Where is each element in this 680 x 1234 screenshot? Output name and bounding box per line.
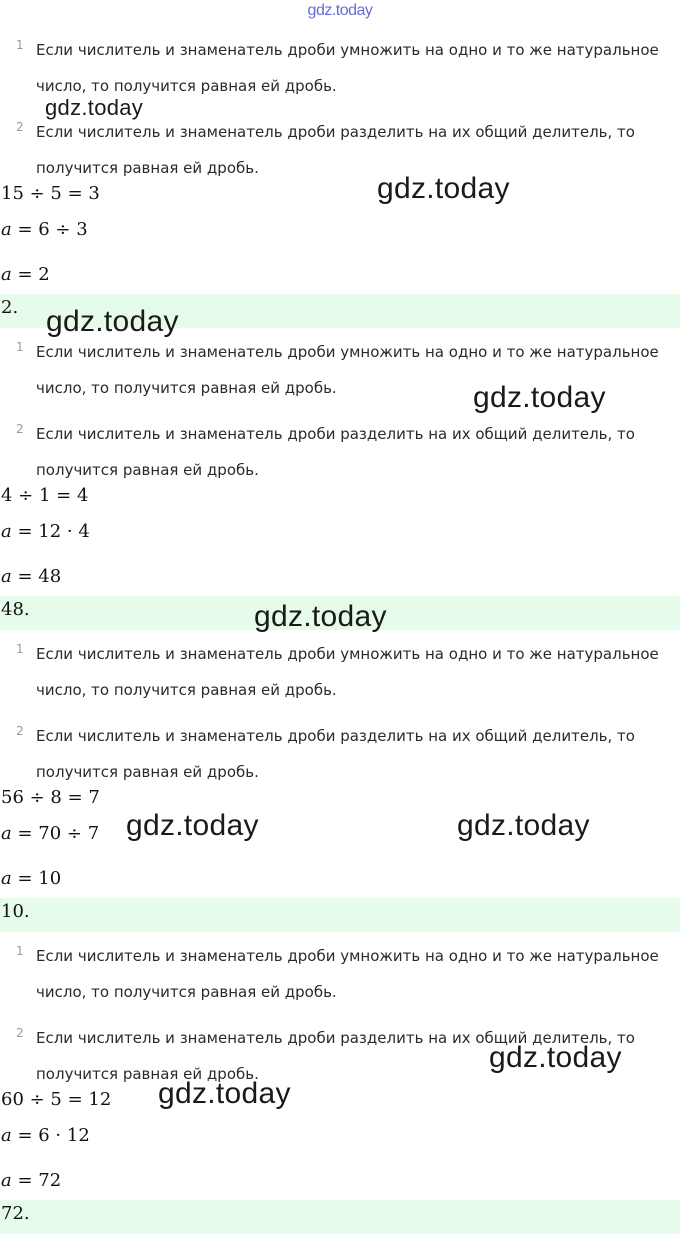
math-line	[1, 823, 99, 844]
answer-bar	[0, 898, 680, 932]
math-expression: = 6 · 12	[11, 1125, 90, 1146]
rule-number: 2	[16, 1026, 24, 1040]
rule-text: Если числитель и знаменатель дроби разделить на их общий делитель, то получится равная ей дробь.	[36, 123, 635, 177]
rule-text: Если числитель и знаменатель дроби разделить на их общий делитель, то получится равная ей дробь.	[36, 1029, 635, 1083]
rule-number: 1	[16, 944, 24, 958]
rule-2	[0, 418, 680, 479]
rule-number: 2	[16, 422, 24, 436]
math-line: 56 ÷ 8 = 7	[1, 787, 100, 808]
math-line	[1, 1125, 90, 1146]
rule-text: Если числитель и знаменатель дроби умножить на одно и то же натуральное число, то получится равная ей дробь.	[36, 947, 659, 1001]
answer-value: 48.	[1, 599, 30, 620]
math-variable: a	[1, 566, 12, 587]
math-variable: a	[1, 1170, 12, 1191]
math-variable: a	[1, 1125, 12, 1146]
watermark: gdz.today	[45, 95, 144, 120]
rule-number: 2	[16, 120, 24, 134]
rule-text: Если числитель и знаменатель дроби разделить на их общий делитель, то получится равная ей дробь.	[36, 425, 635, 479]
math-line	[1, 264, 50, 285]
rule-2	[0, 116, 680, 177]
math-expression: = 12 · 4	[11, 521, 90, 542]
math-line	[1, 1170, 61, 1191]
watermark: gdz.today	[126, 809, 259, 842]
rule-1	[0, 336, 680, 397]
math-expression: = 70 ÷ 7	[11, 823, 100, 844]
rule-text: Если числитель и знаменатель дроби умножить на одно и то же натуральное число, то получится равная ей дробь.	[36, 343, 659, 397]
rule-1	[0, 940, 680, 1001]
math-line: 4 ÷ 1 = 4	[1, 485, 89, 506]
watermark: gdz.today	[254, 600, 387, 633]
math-expression: = 6 ÷ 3	[11, 219, 88, 240]
math-variable: a	[1, 219, 12, 240]
math-variable: a	[1, 521, 12, 542]
watermark: gdz.today	[457, 809, 590, 842]
math-expression: = 10	[11, 868, 62, 889]
watermark: gdz.today	[46, 305, 179, 338]
answer-value: 72.	[1, 1203, 30, 1224]
math-expression: = 2	[11, 264, 50, 285]
rule-2	[0, 720, 680, 781]
watermark: gdz.today	[377, 172, 510, 205]
math-line	[1, 521, 90, 542]
rule-text: Если числитель и знаменатель дроби разделить на их общий делитель, то получится равная ей дробь.	[36, 727, 635, 781]
math-line	[1, 566, 61, 587]
math-line: 60 ÷ 5 = 12	[1, 1089, 112, 1110]
rule-number: 1	[16, 642, 24, 656]
math-expression: = 48	[11, 566, 62, 587]
math-variable: a	[1, 868, 12, 889]
math-variable: a	[1, 823, 12, 844]
math-line: 15 ÷ 5 = 3	[1, 183, 100, 204]
site-logo[interactable]: gdz.today	[307, 2, 373, 19]
rule-number: 1	[16, 38, 24, 52]
watermark: gdz.today	[158, 1077, 291, 1110]
rule-1	[0, 34, 680, 95]
rule-number: 1	[16, 340, 24, 354]
answer-value: 10.	[1, 901, 30, 922]
math-line	[1, 219, 88, 240]
math-expression: = 72	[11, 1170, 62, 1191]
watermark: gdz.today	[489, 1041, 622, 1074]
math-variable: a	[1, 264, 12, 285]
rule-number: 2	[16, 724, 24, 738]
rule-text: Если числитель и знаменатель дроби умножить на одно и то же натуральное число, то получится равная ей дробь.	[36, 41, 659, 95]
answer-value: 2.	[1, 297, 19, 318]
rule-text: Если числитель и знаменатель дроби умножить на одно и то же натуральное число, то получится равная ей дробь.	[36, 645, 659, 699]
math-line	[1, 868, 61, 889]
rule-1	[0, 638, 680, 699]
watermark: gdz.today	[473, 381, 606, 414]
answer-bar	[0, 1200, 680, 1234]
